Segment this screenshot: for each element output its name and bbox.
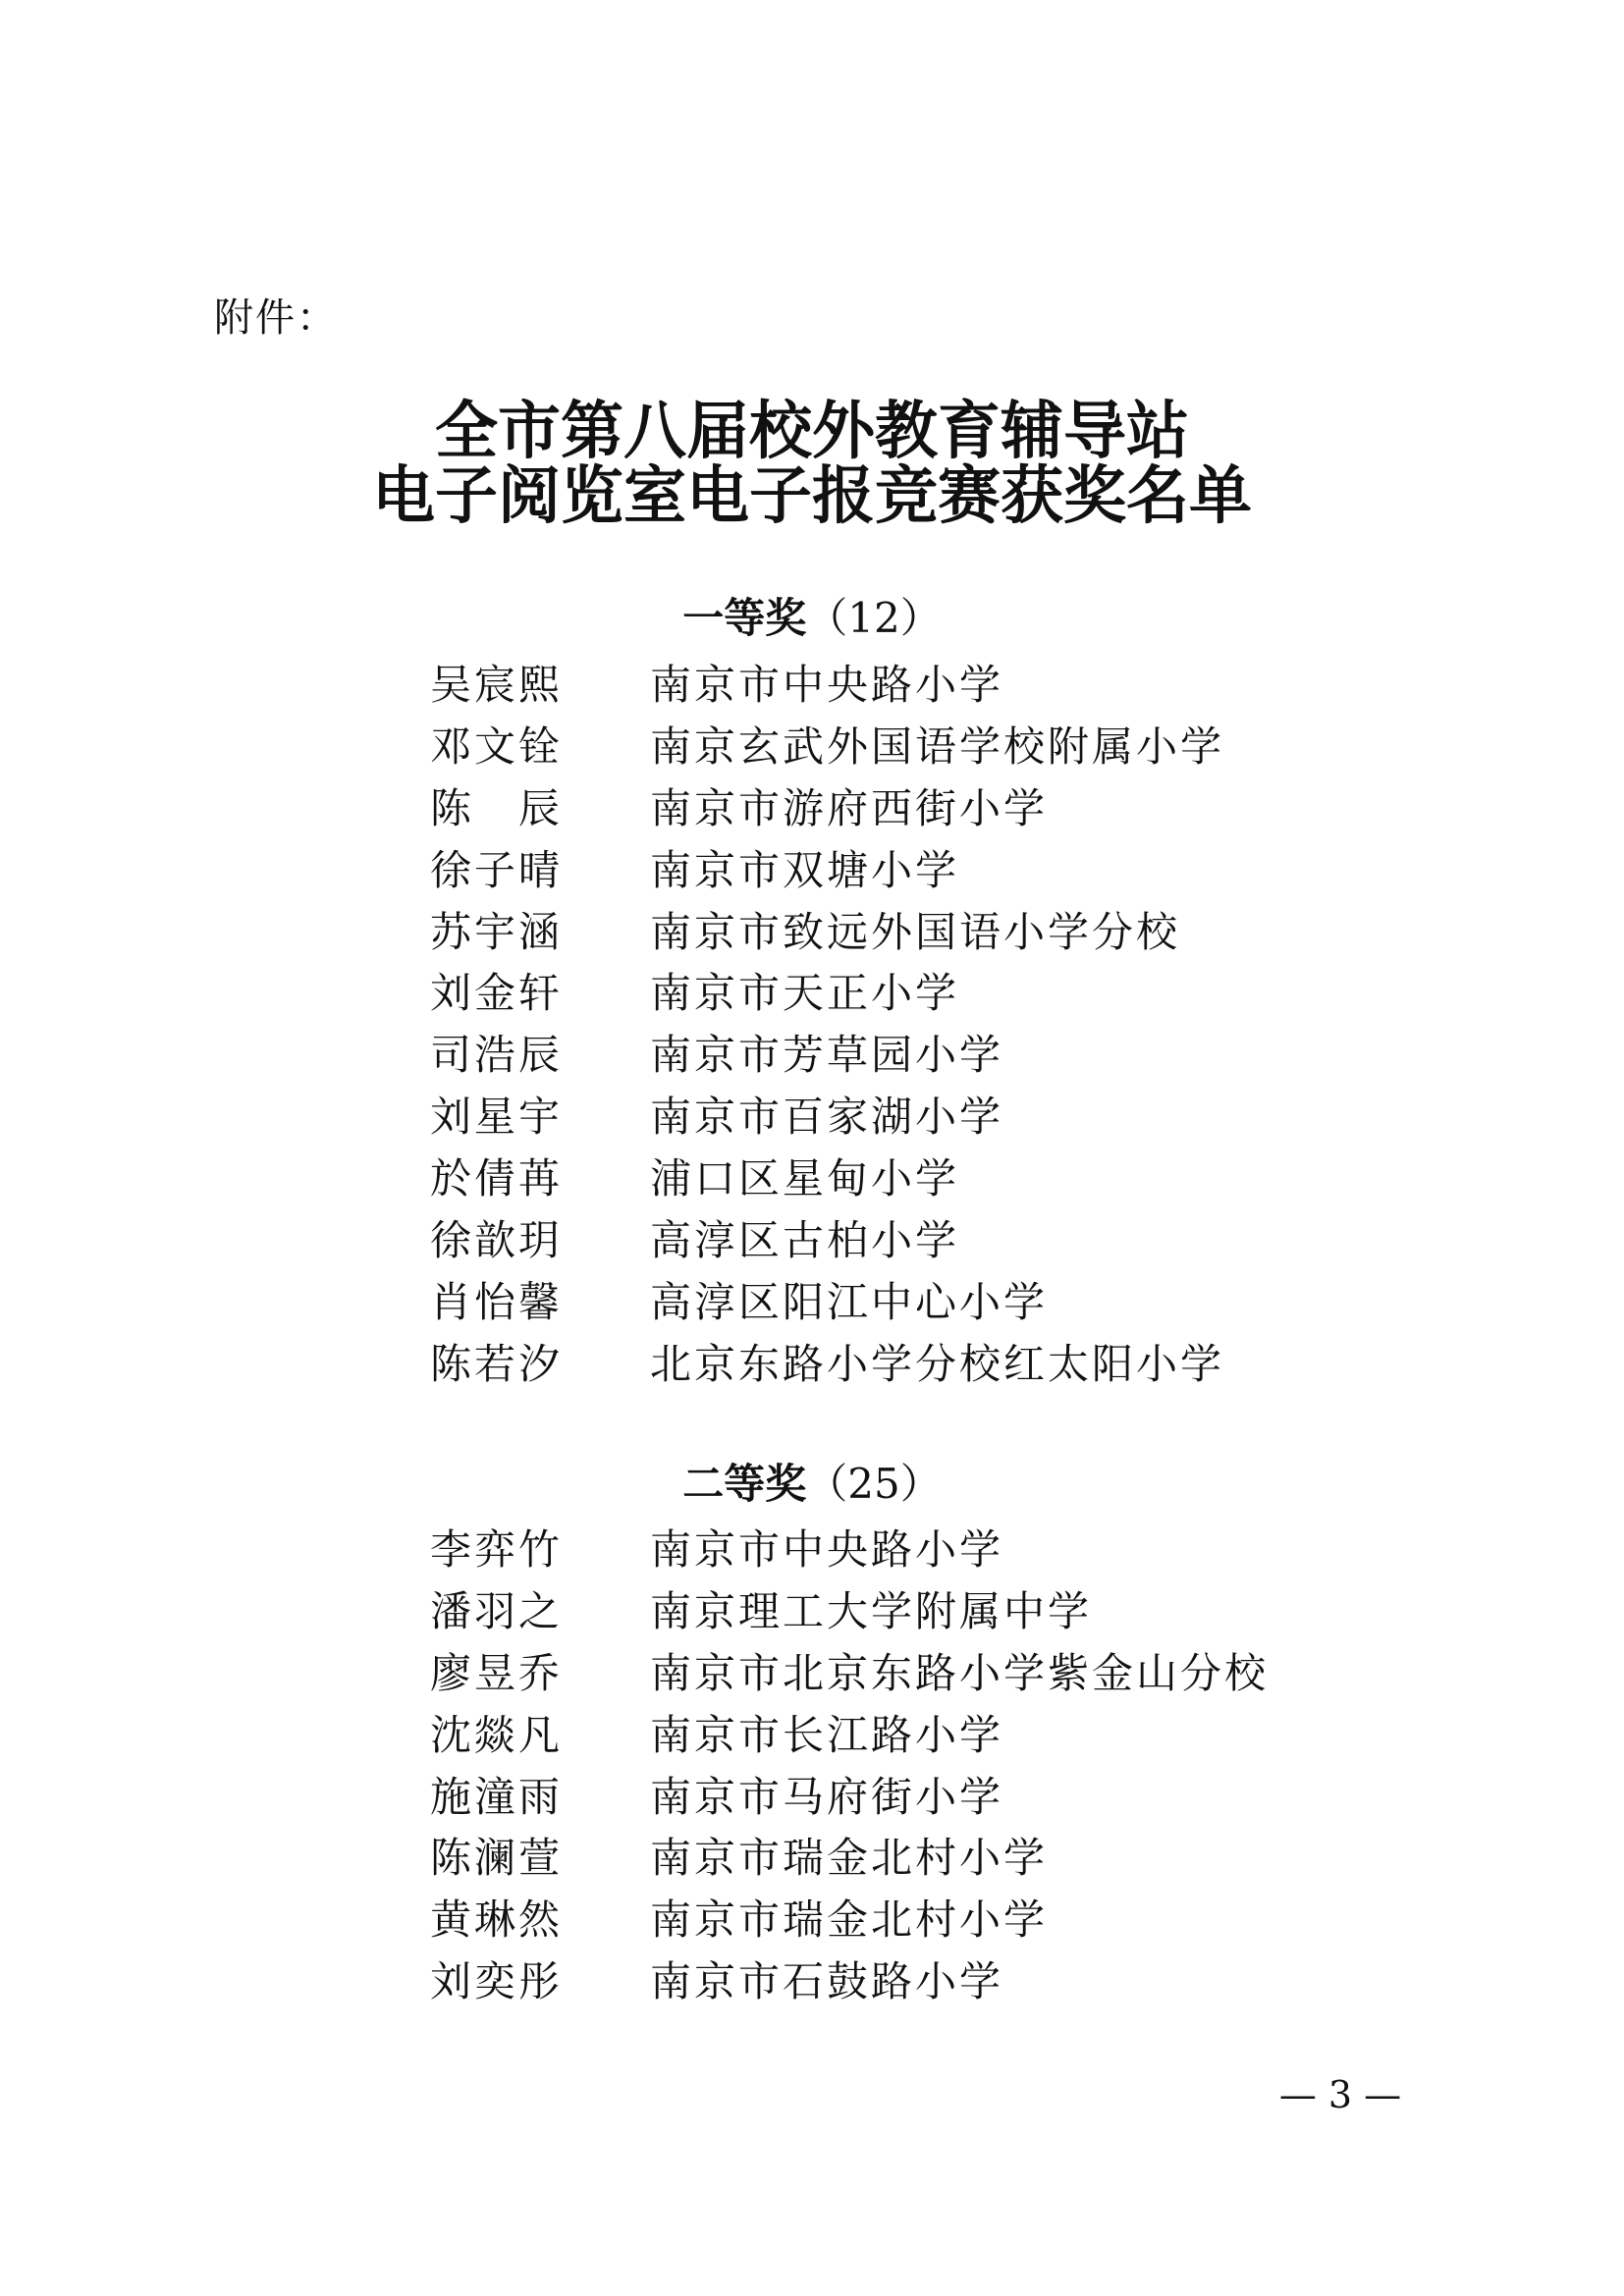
winner-school: 南京市双塘小学 xyxy=(650,845,960,894)
winner-name: 肖怡馨 xyxy=(430,1277,560,1326)
winner-school: 南京市中央路小学 xyxy=(650,1525,1004,1574)
winner-name: 陈若汐 xyxy=(430,1339,560,1388)
winner-name: 司浩辰 xyxy=(430,1031,560,1080)
winner-row xyxy=(430,1772,1412,1834)
second-prize-list xyxy=(430,1524,1412,2018)
winner-name: 陈辰 xyxy=(430,783,560,832)
winner-name: 潘羽之 xyxy=(430,1586,560,1635)
winner-school: 南京市游府西街小学 xyxy=(650,783,1049,832)
section-heading-first-prize xyxy=(0,595,1624,642)
winner-school: 南京市北京东路小学紫金山分校 xyxy=(650,1648,1270,1697)
winner-row xyxy=(430,1030,1412,1092)
section-count: （12） xyxy=(806,594,942,642)
winner-school: 南京市致远外国语小学分校 xyxy=(650,907,1181,956)
section-label: 一等奖 xyxy=(682,594,807,642)
winner-school: 南京市马府街小学 xyxy=(650,1772,1004,1821)
winner-school: 南京理工大学附属中学 xyxy=(650,1586,1093,1635)
winner-school: 北京东路小学分校红太阳小学 xyxy=(650,1339,1225,1388)
winner-row xyxy=(430,721,1412,783)
winner-name: 李弈竹 xyxy=(430,1525,560,1574)
winner-name: 於倩苒 xyxy=(430,1154,560,1203)
winner-name: 廖昱乔 xyxy=(430,1648,560,1697)
winner-row xyxy=(430,1092,1412,1153)
winner-school: 南京市瑞金北村小学 xyxy=(650,1896,1049,1945)
winner-row xyxy=(430,783,1412,845)
winner-school: 南京市瑞金北村小学 xyxy=(650,1834,1049,1883)
winner-row xyxy=(430,1895,1412,1956)
winner-row xyxy=(430,660,1412,721)
winner-row xyxy=(430,1710,1412,1772)
winner-school: 南京市天正小学 xyxy=(650,969,960,1018)
winner-row xyxy=(430,1153,1412,1215)
section-label: 二等奖 xyxy=(682,1460,807,1508)
first-prize-list xyxy=(430,660,1412,1401)
winner-school: 高淳区古柏小学 xyxy=(650,1216,960,1265)
page-number: — 3 — xyxy=(1278,2073,1402,2116)
winner-name: 徐歆玥 xyxy=(430,1216,560,1265)
winner-row xyxy=(430,1833,1412,1895)
winner-name: 沈燚凡 xyxy=(430,1710,560,1759)
winner-name: 黄琳然 xyxy=(430,1896,560,1945)
winner-row xyxy=(430,1524,1412,1586)
winner-name: 施潼雨 xyxy=(430,1772,560,1821)
winner-row xyxy=(430,968,1412,1030)
winner-name: 刘奕彤 xyxy=(430,1957,560,2006)
winner-name: 陈澜萱 xyxy=(430,1834,560,1883)
section-count: （25） xyxy=(806,1460,942,1508)
winner-name: 刘星宇 xyxy=(430,1093,560,1142)
winner-school: 南京市长江路小学 xyxy=(650,1710,1004,1759)
document-title-line-2: 电子阅览室电子报竞赛获奖名单 xyxy=(372,459,1252,533)
winner-row xyxy=(430,1339,1412,1401)
winner-name: 吴宸熙 xyxy=(430,661,560,709)
winner-school: 高淳区阳江中心小学 xyxy=(650,1277,1049,1326)
winner-row xyxy=(430,1956,1412,2018)
document-title-line-1: 全市第八届校外教育辅导站 xyxy=(435,395,1189,468)
winner-row xyxy=(430,1586,1412,1648)
winner-school: 南京市芳草园小学 xyxy=(650,1031,1004,1080)
winner-name: 刘金轩 xyxy=(430,969,560,1018)
winner-row xyxy=(430,1648,1412,1710)
winner-row xyxy=(430,845,1412,907)
winner-row xyxy=(430,1277,1412,1339)
winner-row xyxy=(430,1215,1412,1277)
winner-name: 徐子晴 xyxy=(430,845,560,894)
winner-name: 邓文铨 xyxy=(430,721,560,771)
winner-school: 浦口区星甸小学 xyxy=(650,1154,960,1203)
winner-school: 南京市中央路小学 xyxy=(650,661,1004,709)
winner-school: 南京市石鼓路小学 xyxy=(650,1957,1004,2006)
section-heading-second-prize xyxy=(0,1461,1624,1508)
winner-row xyxy=(430,907,1412,969)
winner-school: 南京玄武外国语学校附属小学 xyxy=(650,721,1225,771)
winner-school: 南京市百家湖小学 xyxy=(650,1093,1004,1142)
attachment-label: 附件： xyxy=(214,295,338,341)
winner-name: 苏宇涵 xyxy=(430,907,560,956)
